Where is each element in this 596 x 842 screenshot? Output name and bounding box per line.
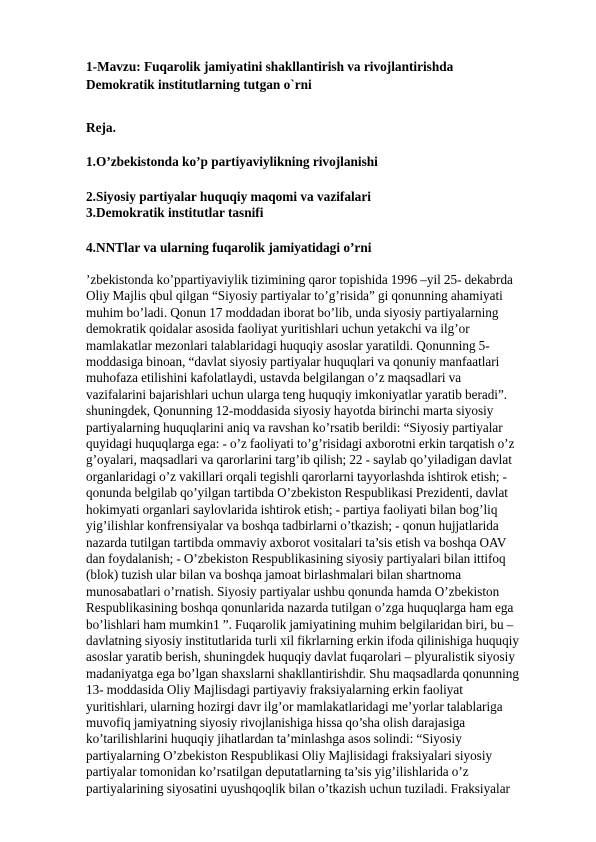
- document-title: 1-Mavzu: Fuqarolik jamiyatini shakllantirish va rivojlantirishda Demokratik institutlarning tutgan o`rni: [86, 59, 454, 92]
- plan-item-2: 2.Siyosiy partiyalar huquqiy maqomi va vazifalari: [86, 188, 371, 204]
- body-paragraph: ’zbekistonda ko’ppartiyaviylik tizimining qaror topishida 1996 –yil 25- dekabrda Oliy Majlis qbul qilgan “Siyosiy partiyalar to’g’risida” gi qonunning ahamiyati muhim bo’ladi. Qonun 17 moddadan iborat bo’lib, unda siyosiy partiyalarning demokratik qoidalar asosida faoliyat yuritishlari uchun yetakchi va ilg’or mamlakatlar mezonlari talablaridagi huquqiy asoslar yaratildi. Qonunning 5-moddasiga binoan, “davlat siyosiy partiyalar huquqlari va qonuniy manfaatlari muhofaza etilishini kafolatlaydi, ustavda belgilangan o’z maqsadlari va vazifalarini bajarishlari uchun ularga teng huquqiy imkoniyatlar yaratib beradi”. shuningdek, Qonunning 12-moddasida siyosiy hayotda birinchi marta siyosiy partiyalarning huquqlarini aniq va ravshan ko’rsatib berildi: “Siyosiy partiyalar quyidagi huquqlarga ega: - o’z faoliyati to’g’risidagi axborotni erkin tarqatish o’z g’oyalari, maqsadlari va qarorlarini targ’ib qilish; 22 - saylab qo’yiladigan davlat organlaridagi o’z vakillari orqali tegishli qarorlarni tayyorlashda ishtirok etish; - qonunda belgilab qo’yilgan tartibda O’zbekiston Respublikasi Prezidenti, davlat hokimyati organlari saylovlarida ishtirok etish; - partiya faoliyati bilan bog’liq yig’ilishlar konfrensiyalar va boshqa tadbirlarni o’tkazish; - qonun hujjatlarida nazarda tutilgan tartibda ommaviy axborot vositalari ta’sis etish va boshqa OAV dan foydalanish; - O’zbekiston Respublikasining siyosiy partiyalari bilan ittifoq (blok) tuzish ular bilan va boshqa jamoat birlashmalari bilan shartnoma munosabatlari o’rnatish. Siyosiy partiyalar ushbu qonunda hamda O’zbekiston Respublikasining boshqa qonunlarida nazarda tutilgan o’zga huquqlarga ham ega bo’lishlari ham mumkin1 ”. Fuqarolik jamiyatining muhim belgilaridan biri, bu – davlatning siyosiy institutlarida turli xil fikrlarning erkin ifoda qilinishiga huquqiy asoslar yaratib berish, shuningdek huquqiy davlat fuqarolari – plyuralistik siyosiy madaniyatga ega bo’lgan shaxslarni shakllantirishdir. Shu maqsadlarda qonunning 13- moddasida Oliy Majlisdagi partiyaviy fraksiyalarning erkin faoliyat yuritishlari, ularning hozirgi davr ilg’or mamlakatlaridagi me’yorlar talablariga muvofiq jamiyatning siyosiy rivojlanishiga hissa qo’sha olish darajasiga ko’tarilishlarini huquqiy jihatlardan ta’minlashga asos solindi: “Siyosiy partiyalarning O’zbekiston Respublikasi Oliy Majlisidagi fraksiyalari siyosiy partiyalar tomonidan ko’rsatilgan deputatlarning ta’sis yig’ilishlarida o’z partiyalarining siyosatini uyushqoqlik bilan o’tkazish uchun tuziladi. Fraksiyalar: [86, 272, 519, 796]
- document-page: [86, 58, 519, 797]
- plan-item-3: 3.Demokratik institutlar tasnifi: [86, 205, 264, 220]
- plan-item-1: 1.O’zbekistonda ko’p partiyaviylikning rivojlanishi: [86, 154, 378, 169]
- plan-item-4: 4.NNTlar va ularning fuqarolik jamiyatidagi o’rni: [86, 239, 372, 255]
- plan-heading: Reja.: [86, 120, 116, 135]
